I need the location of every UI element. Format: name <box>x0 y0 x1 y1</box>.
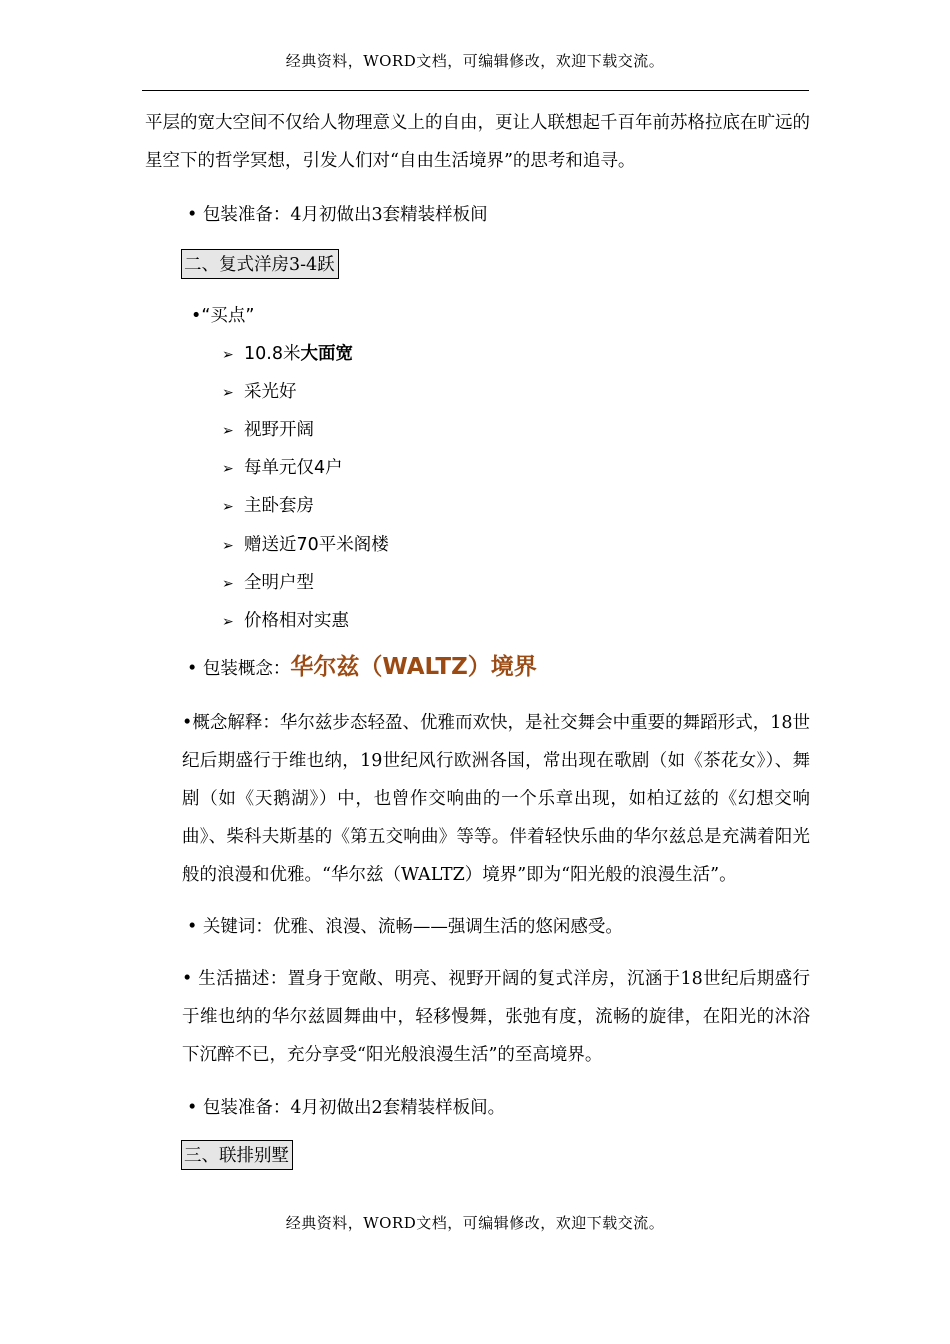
concept-line <box>187 648 537 681</box>
arrow-bullet-icon: ➢ <box>222 538 234 554</box>
selling-points-label: •“买点” <box>191 306 255 326</box>
arrow-bullet-icon: ➢ <box>222 499 234 515</box>
keywords: • 关键词：优雅、浪漫、流畅——强调生活的悠闲感受。 <box>187 917 623 937</box>
life-description: • 生活描述：置身于宽敞、明亮、视野开阔的复式洋房，沉涵于18世纪后期盛行于维也纳的华尔兹圆舞曲中，轻移慢舞，张弛有度，流畅的旋律，在阳光的沐浴下沉醉不已，充分享受“阳光般浪漫生活”的至高境界。 <box>182 969 810 1065</box>
list-item: ➢ 全明户型 <box>222 573 314 593</box>
intro-paragraph: 平层的宽大空间不仅给人物理意义上的自由，更让人联想起千百年前苏格拉底在旷远的星空下的哲学冥想，引发人们对“自由生活境界”的思考和追寻。 <box>145 113 810 171</box>
packaging-prep-1: • 包装准备：4月初做出3套精装样板间 <box>187 205 488 225</box>
list-item: ➢ 视野开阔 <box>222 420 314 440</box>
page-header: 经典资料，WORD文档，可编辑修改，欢迎下载交流。 <box>285 52 665 70</box>
arrow-bullet-icon: ➢ <box>222 347 234 363</box>
list-item: ➢ 赠送近70平米阁楼 <box>222 535 389 555</box>
list-item: ➢ 10.8米大面宽 <box>222 344 353 364</box>
concept-value: 华尔兹（WALTZ）境界 <box>290 654 537 680</box>
page-footer: 经典资料，WORD文档，可编辑修改，欢迎下载交流。 <box>285 1214 665 1232</box>
concept-explanation: •概念解释：华尔兹步态轻盈、优雅而欢快，是社交舞会中重要的舞蹈形式，18世纪后期盛行于维也纳，19世纪风行欧洲各国，常出现在歌剧（如《茶花女》）、舞剧（如《天鹅湖》）中，也曾作交响曲的一个乐章出现，如柏辽兹的《幻想交响曲》、柴科夫斯基的《第五交响曲》等等。伴着轻快乐曲的华尔兹总是充满着阳光般的浪漫和优雅。“华尔兹（WALTZ）境界”即为“阳光般的浪漫生活”。 <box>182 713 810 885</box>
header-divider <box>142 90 809 91</box>
list-item: ➢ 价格相对实惠 <box>222 611 349 631</box>
section-2-title: 二、复式洋房3-4跃 <box>181 249 339 279</box>
arrow-bullet-icon: ➢ <box>222 614 234 630</box>
list-item: ➢ 主卧套房 <box>222 496 314 516</box>
packaging-prep-2: • 包装准备：4月初做出2套精装样板间。 <box>187 1098 506 1118</box>
arrow-bullet-icon: ➢ <box>222 576 234 592</box>
section-3-title: 三、联排别墅 <box>181 1140 293 1170</box>
list-item: ➢ 每单元仅4户 <box>222 458 343 478</box>
arrow-bullet-icon: ➢ <box>222 385 234 401</box>
arrow-bullet-icon: ➢ <box>222 461 234 477</box>
arrow-bullet-icon: ➢ <box>222 423 234 439</box>
list-item: ➢ 采光好 <box>222 382 297 402</box>
concept-label: • 包装概念： <box>187 659 291 679</box>
